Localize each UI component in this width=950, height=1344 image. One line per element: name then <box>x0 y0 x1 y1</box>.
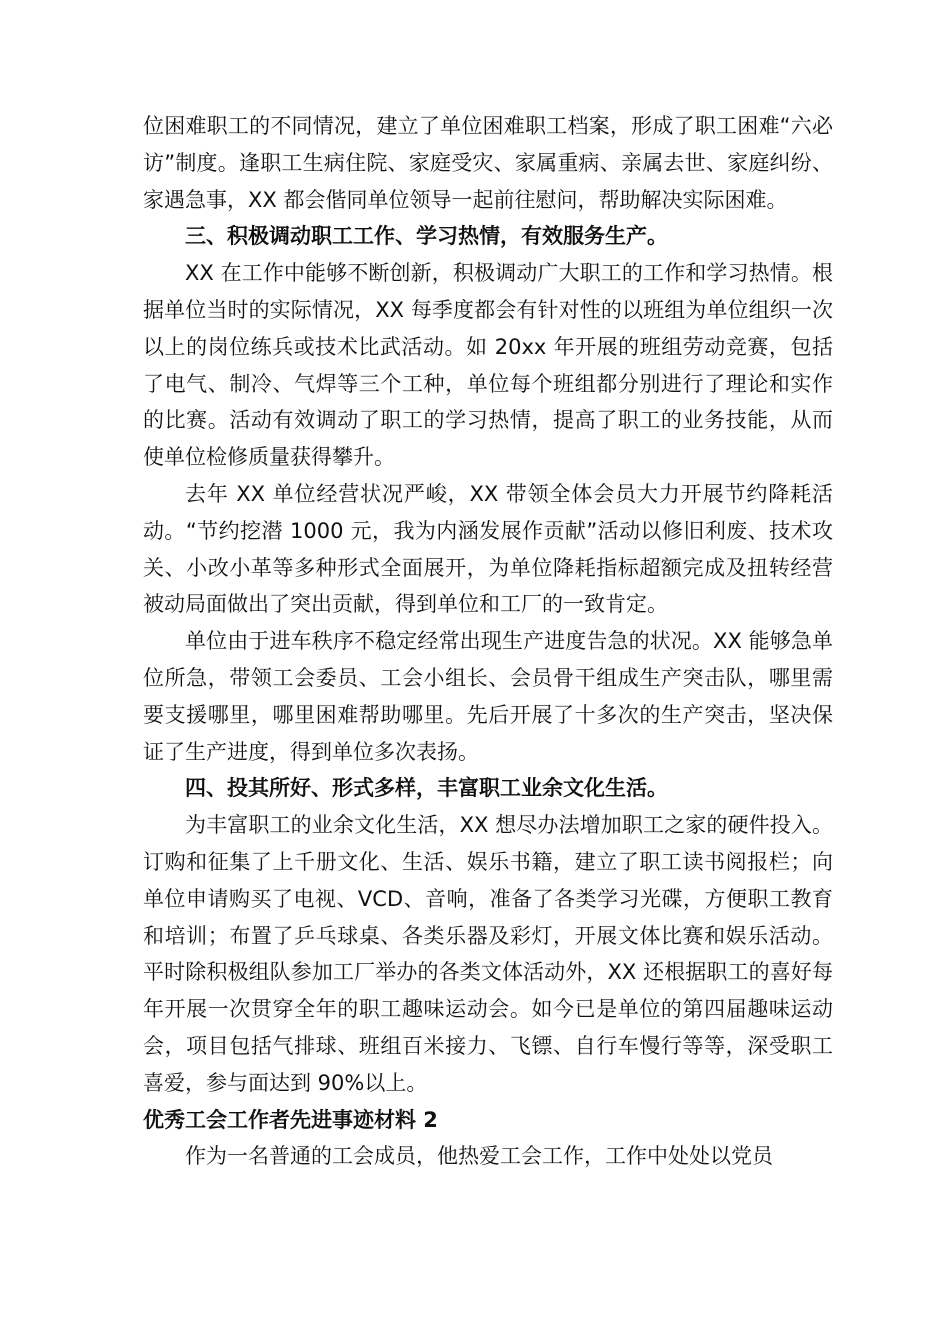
paragraph-culture: 为丰富职工的业余文化生活，XX 想尽办法增加职工之家的硬件投入。订购和征集了上千册文化、生活、娱乐书籍，建立了职工读书阅报栏；向单位申请购买了电视、VCD、音响，准备了各类学习光碟，方便职工教育和培训；布置了乒乓球桌、各类乐器及彩灯，开展文体比赛和娱乐活动。平时除积极组队参加工厂举办的各类文体活动外，XX 还根据职工的喜好每年开展一次贯穿全年的职工趣味运动会。如今已是单位的第四届趣味运动会，项目包括气排球、班组百米接力、飞镖、自行车慢行等等，深受职工喜爱，参与面达到 90%以上。 <box>143 813 833 1095</box>
paragraph-cost-saving: 去年 XX 单位经营状况严峻，XX 带领全体会员大力开展节约降耗活动。“节约挖潜 1000 元，我为内涵发展作贡献”活动以修旧利废、技术攻关、小改小革等多种形式全面展开，为单位降耗指标超额完成及扭转经营被动局面做出了突出贡献，得到单位和工厂的一致肯定。 <box>143 481 833 617</box>
document-title-2: 优秀工会工作者先进事迹材料 2 <box>143 1107 438 1132</box>
section-heading-3: 三、积极调动职工工作、学习热情，有效服务生产。 <box>185 224 668 249</box>
paragraph-intro-2: 作为一名普通的工会成员，他热爱工会工作，工作中处处以党员 <box>185 1144 773 1169</box>
section-heading-4: 四、投其所好、形式多样，丰富职工业余文化生活。 <box>185 776 668 801</box>
document-body <box>143 108 833 1175</box>
paragraph-continuation: 位困难职工的不同情况，建立了单位困难职工档案，形成了职工困难“六必访”制度。逢职工生病住院、家庭受灾、家属重病、亲属去世、家庭纠纷、家遇急事，XX 都会偕同单位领导一起前往慰问，帮助解决实际困难。 <box>143 114 833 212</box>
paragraph-innovation: XX 在工作中能够不断创新，积极调动广大职工的工作和学习热情。根据单位当时的实际情况，XX 每季度都会有针对性的以班组为单位组织一次以上的岗位练兵或技术比武活动。如 20xx 年开展的班组劳动竞赛，包括了电气、制冷、气焊等三个工种，单位每个班组都分别进行了理论和实作的比赛。活动有效调动了职工的学习热情，提高了职工的业务技能，从而使单位检修质量获得攀升。 <box>143 261 833 470</box>
paragraph-production: 单位由于进车秩序不稳定经常出现生产进度告急的状况。XX 能够急单位所急，带领工会委员、工会小组长、会员骨干组成生产突击队，哪里需要支援哪里，哪里困难帮助哪里。先后开展了十多次的生产突击，坚决保证了生产进度，得到单位多次表扬。 <box>143 629 833 764</box>
